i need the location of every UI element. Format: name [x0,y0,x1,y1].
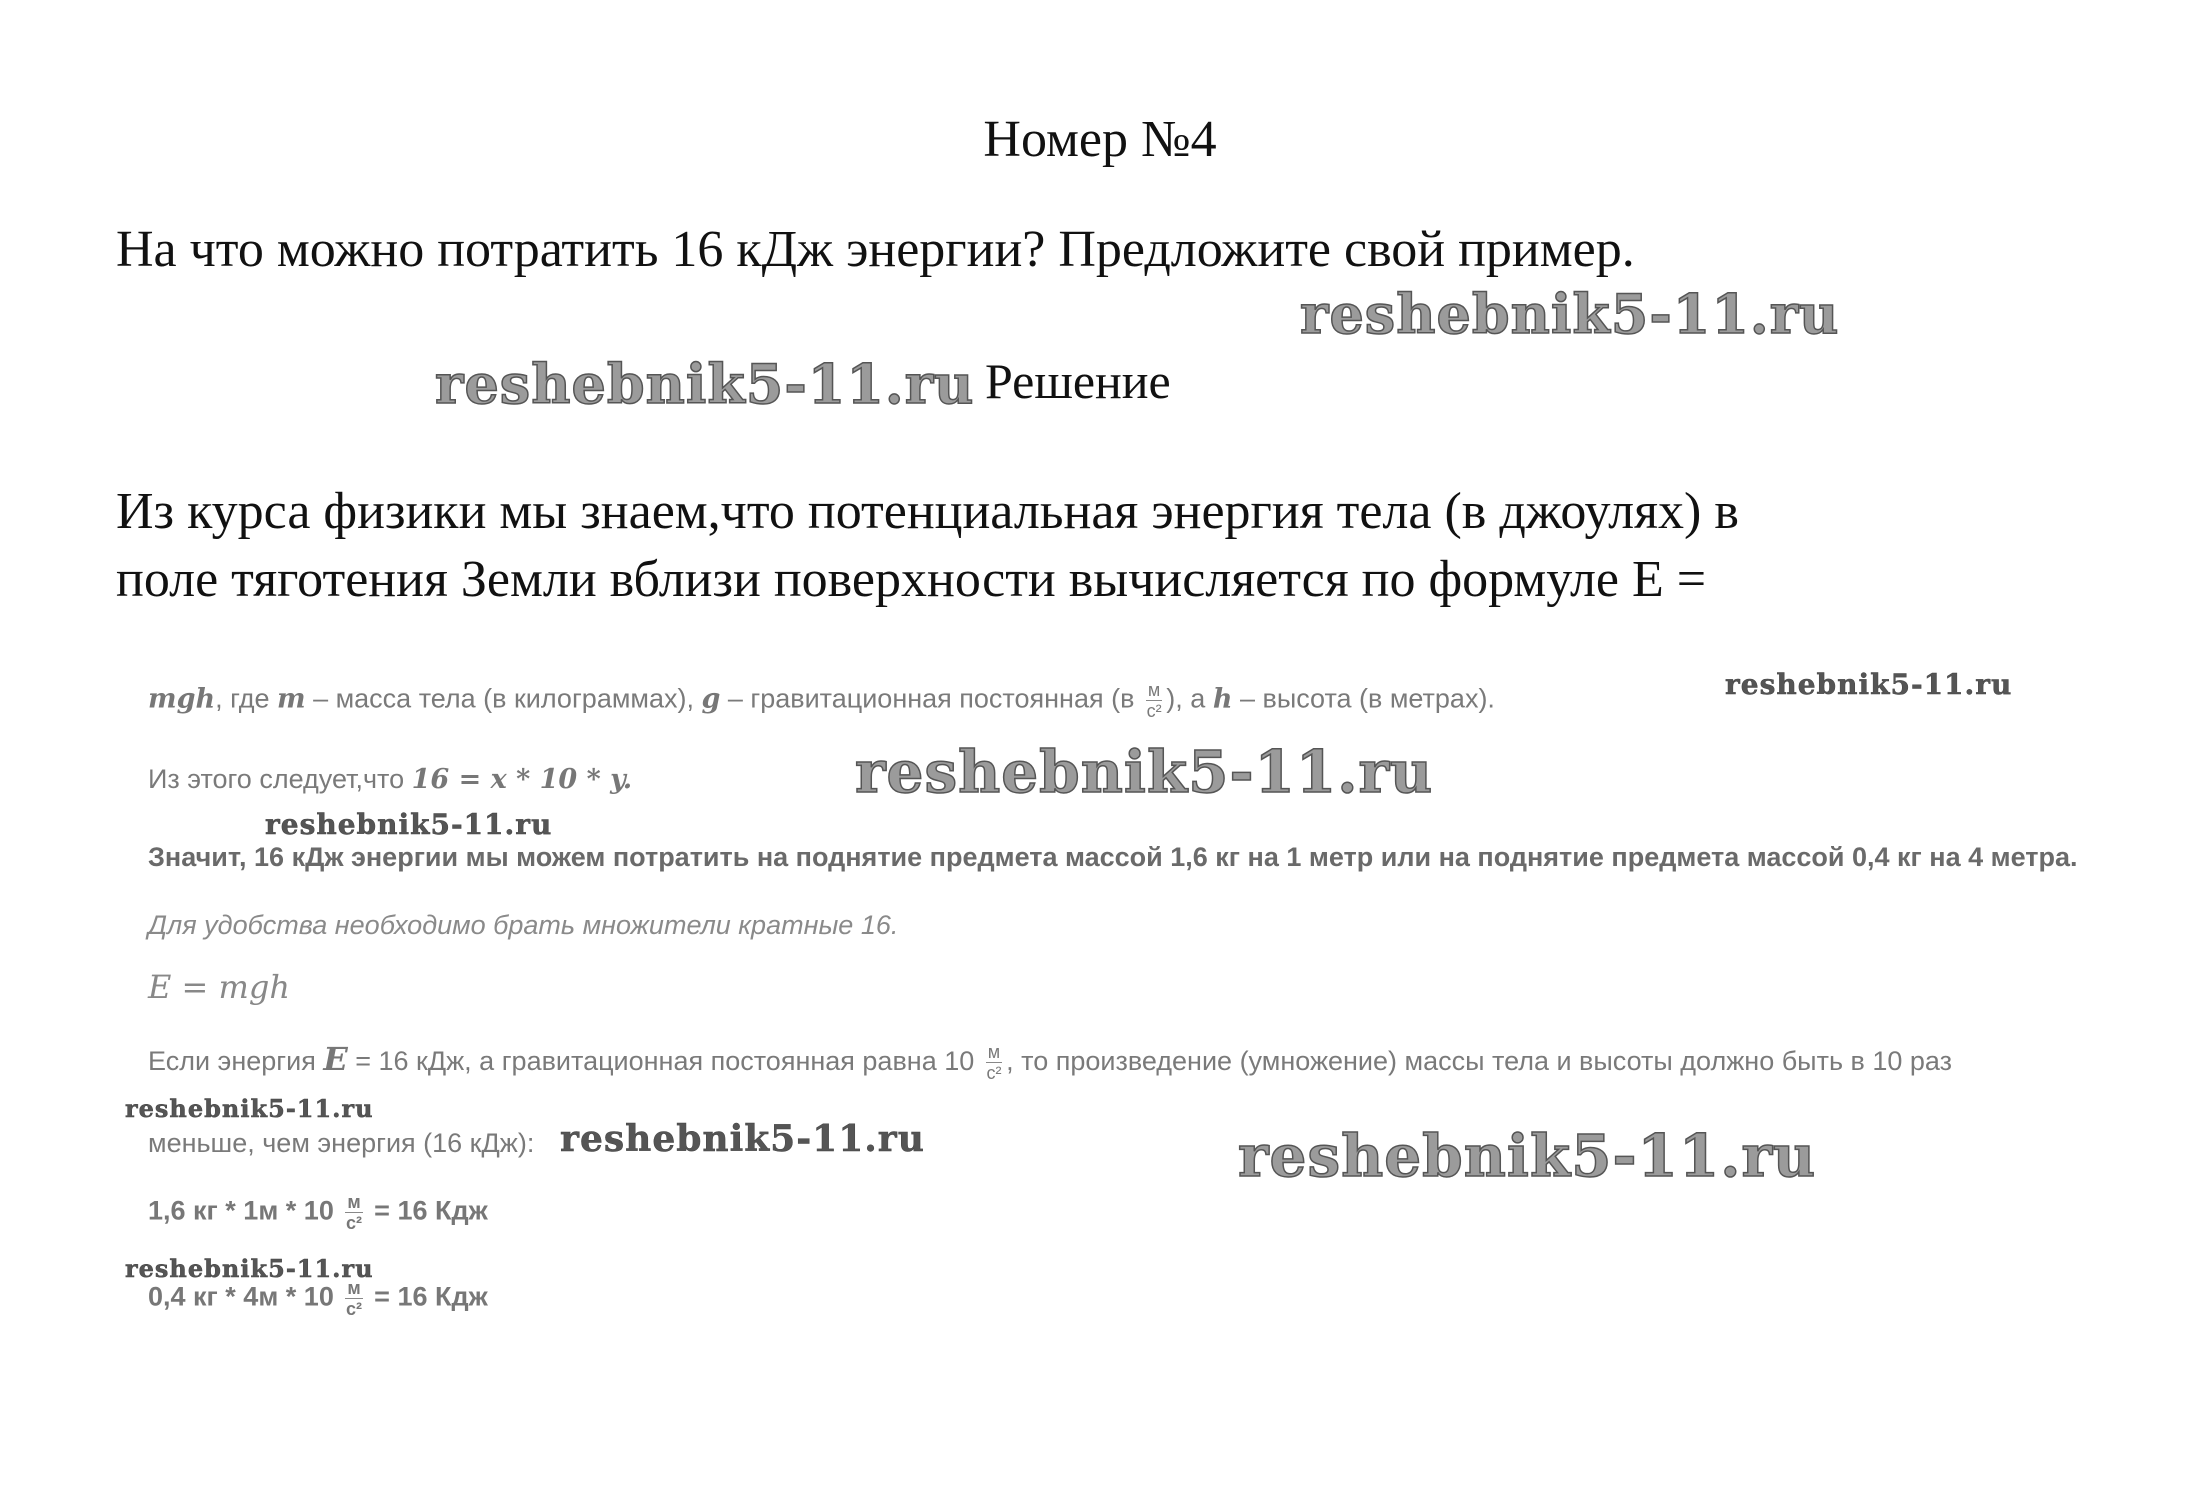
solution-heading: Решение [985,353,1171,409]
conclusion-text: Значит, 16 кДж энергии мы можем потратить на поднятие предмета массой 1,6 кг на 1 метр или на поднятие предмета массой 0,4 кг на 4 метра. [148,842,2078,872]
energy-line-continued: меньше, чем энергия (16 кДж): [148,1128,535,1158]
equation: E = mgh [148,968,290,1006]
watermark: reshebnik5-11.ru [435,352,975,416]
note-text: Для удобства необходимо брать множители кратные 16. [148,910,899,940]
calculation-2: 0,4 кг * 4м * 10 $\frac{м}{\text{с²}}$ = 16 Кдж [148,1278,488,1319]
watermark: reshebnik5-11.ru [1300,282,1840,346]
fraction: $\frac{м}{\text{с²}}$ [986,1042,1002,1084]
intro-paragraph [116,478,1739,614]
watermark: reshebnik5-11.ru [125,1254,374,1283]
energy-line: Если энергия E = 16 кДж, а гравитационная постоянная равна 10 $\frac{м}{\text{с²}}$ , то произведение (умножение) массы тела и высоты должно быть в 10 раз [148,1040,1953,1084]
calculation-1: 1,6 кг * 1м * 10 $\frac{м}{\text{с²}}$ = 16 Кдж [148,1192,488,1233]
intro-line: Из курса физики мы знаем,что потенциальная энергия тела (в джоулях) в [116,483,1739,540]
intro-line: поле тяготения Земли вблизи поверхности вычисляется по формуле E = [116,551,1707,608]
watermark: reshebnik5-11.ru [265,808,553,841]
fraction: $\frac{м}{\text{с²}}$ [1146,680,1162,721]
fraction: $\frac{м}{\text{с²}}$ [346,1192,363,1233]
watermark: reshebnik5-11.ru [855,738,1434,806]
page-title: Номер №4 [983,111,1217,168]
formula-definition: mgh, где m – масса тела (в килограммах), g – гравитационная постоянная (в $\frac{м}{\text{с²}}$ ), а h – высота (в метрах). [148,680,1495,721]
watermark: reshebnik5-11.ru [1238,1122,1817,1190]
follows-line: Из этого следует,что 16 = x * 10 * y. [148,764,633,795]
watermark: reshebnik5-11.ru [560,1118,925,1160]
question-text: На что можно потратить 16 кДж энергии? Предложите свой пример. [116,221,1635,278]
watermark: reshebnik5-11.ru [125,1094,374,1123]
fraction: $\frac{м}{\text{с²}}$ [346,1278,363,1319]
watermark: reshebnik5-11.ru [1725,668,2013,701]
